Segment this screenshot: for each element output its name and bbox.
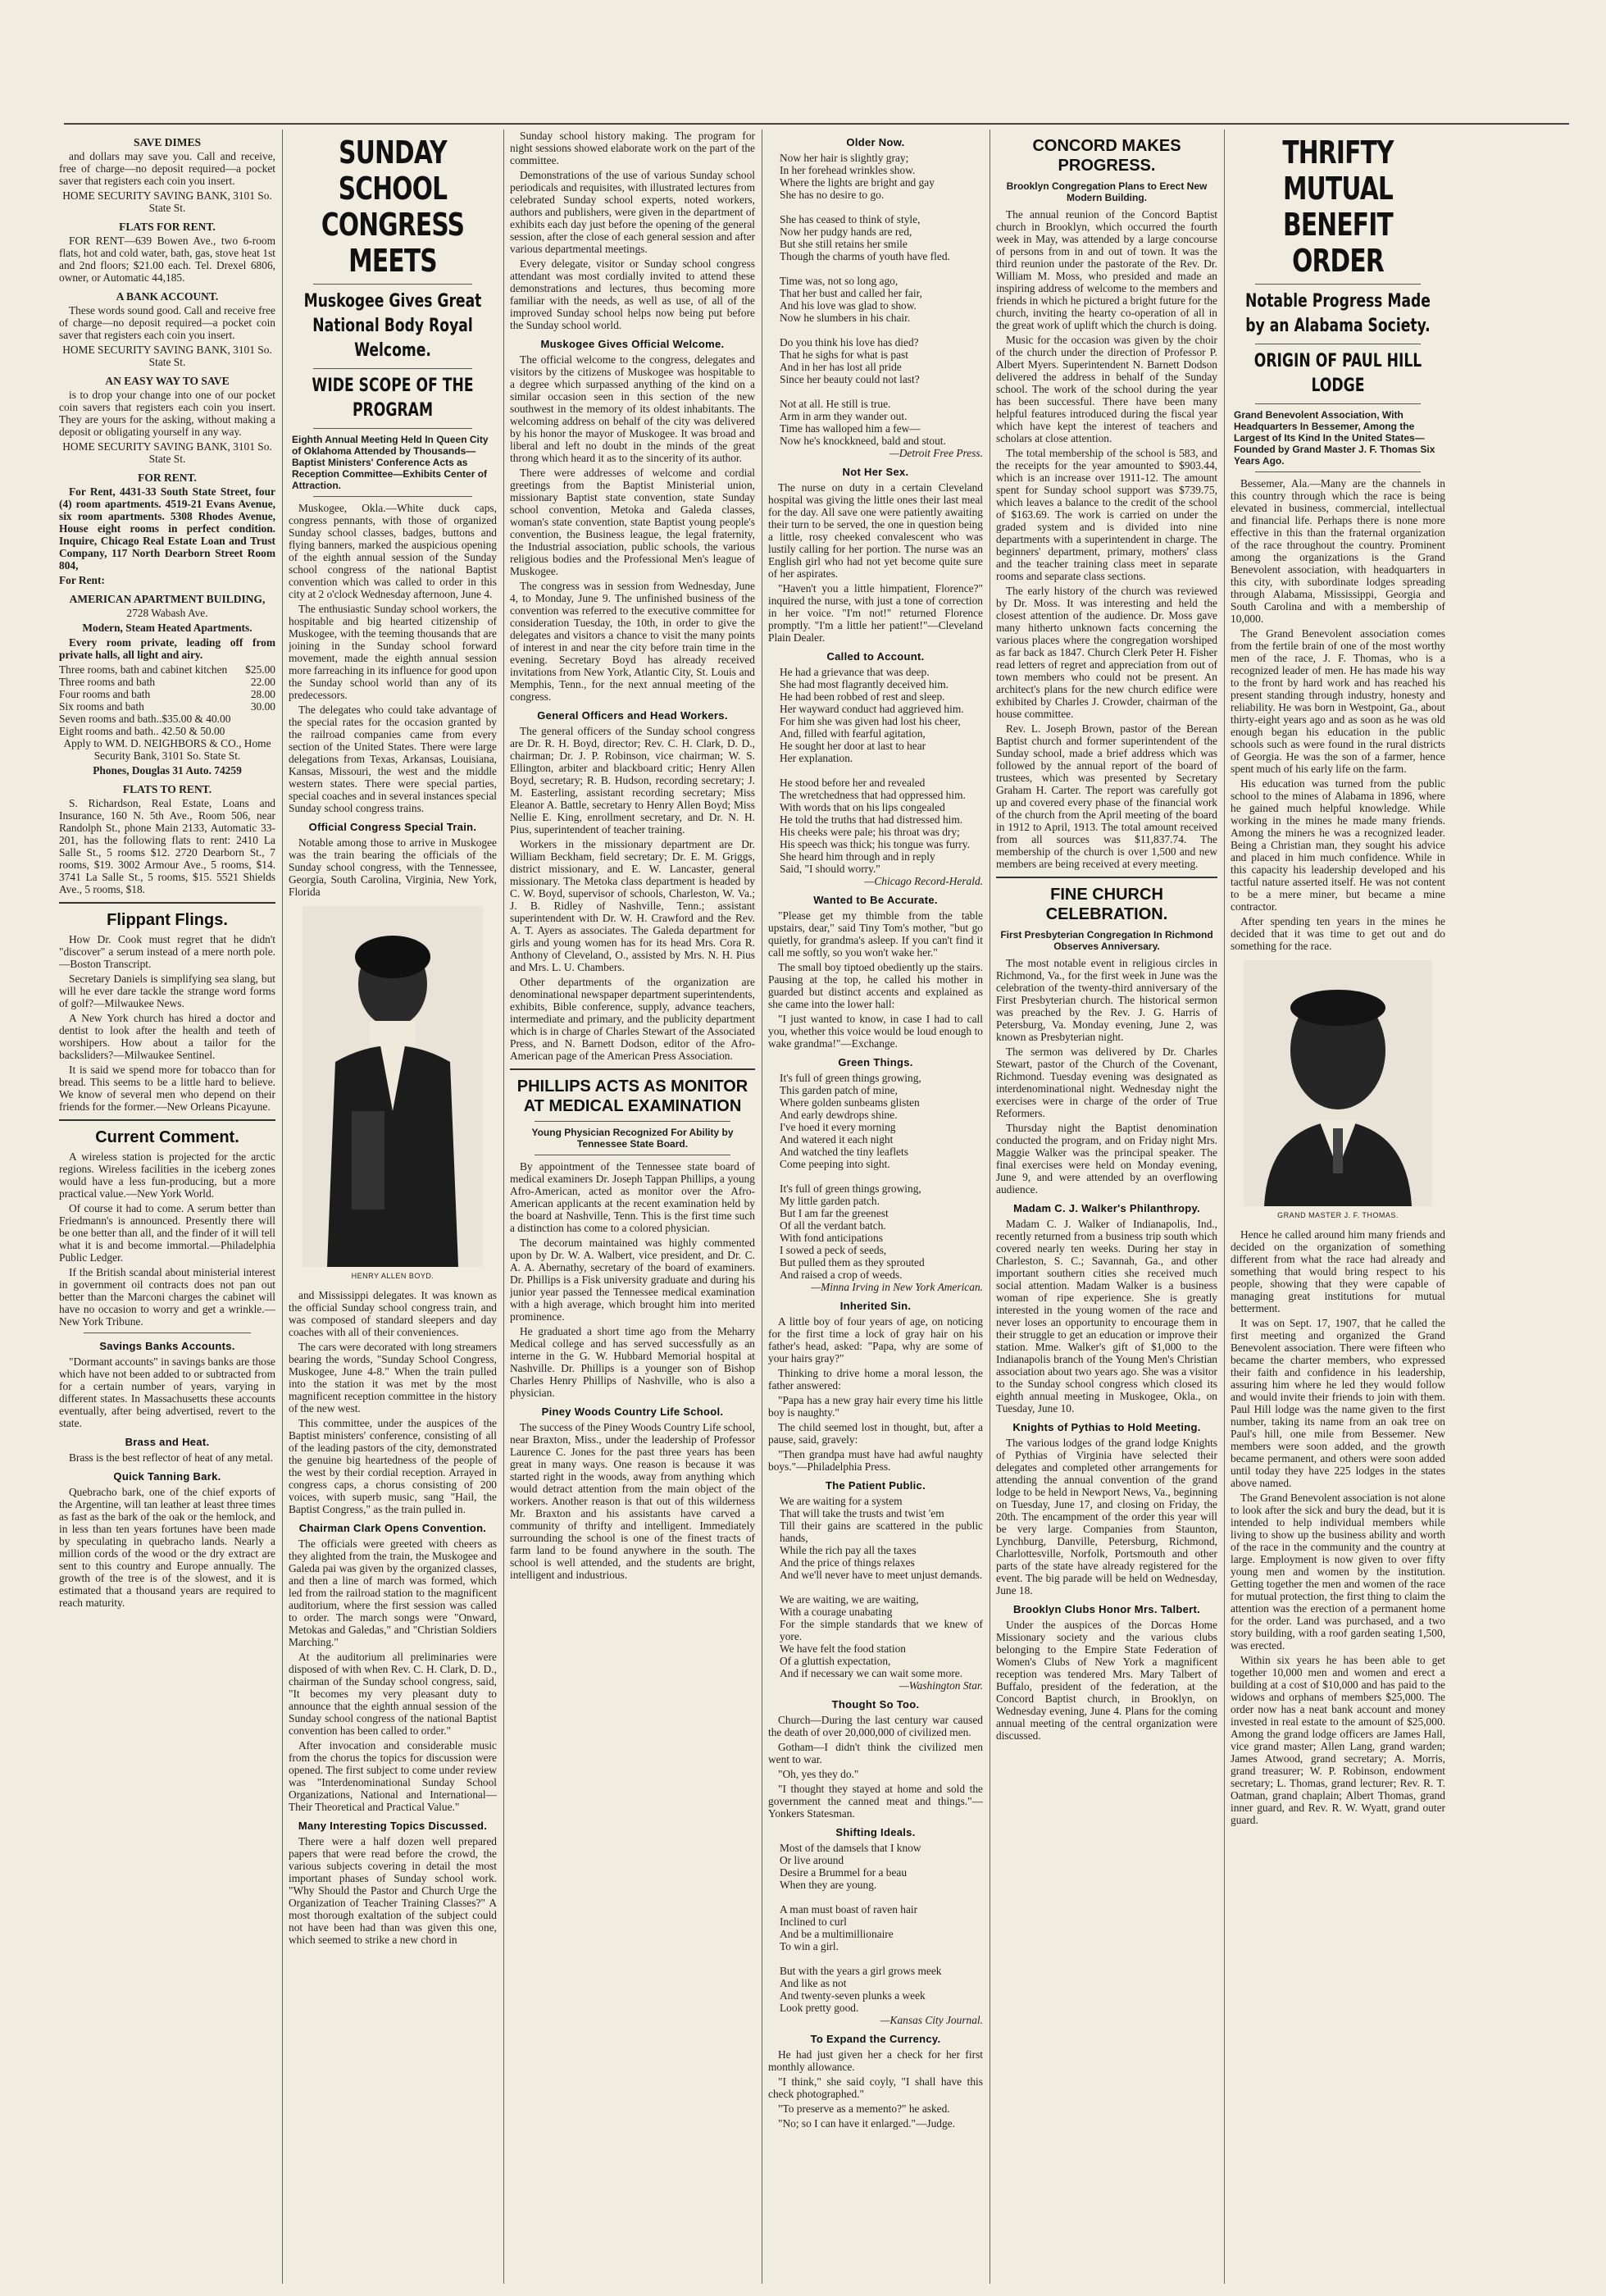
portrait-photo	[1244, 960, 1432, 1206]
poem-line: My little garden patch.	[780, 1195, 880, 1207]
poem-line: I've hoed it every morning	[780, 1121, 896, 1133]
ad-text: For Rent, 4431-33 South State Street, four (4) room apartments. 4519-21 Evans Avenue, six room apartments. 5308 Rhodes Avenue, House eight rooms in perfect condition. Inquire, Chicago Real Estate Loan and Trust Company, 117 North Dearborn Street Room 804,	[59, 485, 275, 572]
poem-line: It's full of green things growing,	[780, 1072, 921, 1084]
poem-line: He stood before her and revealed	[780, 777, 926, 789]
poem-line: Arm in arm they wander out.	[780, 410, 908, 422]
poem-line: Come peeping into sight.	[780, 1158, 890, 1170]
rent-row-label: Eight rooms and bath.. 42.50 & 50.00	[59, 725, 225, 737]
item-heading: Shifting Ideals.	[835, 1826, 916, 1838]
article-headline: FINE CHURCH CELEBRATION.	[1045, 886, 1168, 923]
poem-line: Look pretty good.	[780, 2002, 859, 2014]
poem-line: But with the years a girl grows meek	[780, 1965, 942, 1977]
ad-signature: HOME SECURITY SAVING BANK, 3101 So. State St.	[62, 344, 272, 368]
subheading: Piney Woods Country Life School.	[541, 1405, 724, 1418]
paragraph: "No; so I can have it enlarged."—Judge.	[778, 2117, 955, 2130]
poem-line: His speech was thick; his tongue was furry.	[780, 838, 970, 850]
ad-heading: A BANK ACCOUNT.	[116, 290, 219, 303]
attribution: —Minna Irving in New York American.	[811, 1281, 983, 1293]
item-heading: Thought So Too.	[831, 1698, 920, 1711]
poem-line: This garden patch of mine,	[780, 1084, 898, 1096]
poem-line: Her explanation.	[780, 752, 853, 764]
poem-line: Where golden sunbeams glisten	[780, 1096, 920, 1109]
poem-line: Till their gains are scattered in the public hands,	[780, 1519, 983, 1544]
subheading: Brooklyn Clubs Honor Mrs. Talbert.	[1012, 1603, 1201, 1615]
poem-line: And if necessary we can wait some more.	[780, 1667, 963, 1679]
poem-line: Time was, not so long ago,	[780, 275, 899, 287]
paragraph: Quebracho bark, one of the chief exports of the Argentine, will tan leather at least three times as fast as the bark of the oak or the hemlock, and in less than ten years fortunes have been made by speculating in quebracho lands. Nearly a million cords of the wood or the dry extract are sent to this country and Europe annually. The growth of the tree is of the slowest, and it is estimated that a thousand years are required to reach maturity.	[59, 1486, 275, 1609]
subheading: Madam C. J. Walker's Philanthropy.	[1013, 1202, 1200, 1214]
paragraph: Muskogee, Okla.—White duck caps, congress pennants, with those of organized Sunday school classes, badges, buttons and flying banners, marked the auspicious opening of the eighth annual session of the Sunday school congress of the national Baptist convention which was called to order in this city at 2 o'clock Wednesday afternoon, June 4.	[289, 502, 497, 600]
column-rule	[1224, 130, 1225, 2284]
rent-row	[59, 663, 275, 676]
photo-caption: HENRY ALLEN BOYD.	[351, 1272, 434, 1280]
article-headline: CONCORD MAKES PROGRESS.	[1032, 137, 1181, 175]
paragraph: The decorum maintained was highly commented upon by Dr. W. A. Walbert, vice president, and Dr. C. A. A. Abernathy, secretary of the board of examiners. Dr. Phillips is a Fisk university graduate and during his junior year passed the Tennessee medical examination with a high average, which brought him into merited prominence.	[510, 1237, 755, 1323]
poem-line: She had most flagrantly deceived him.	[780, 678, 949, 690]
paragraph: It is said we spend more for tobacco than for bread. This seems to be a little hard to believe. We know of several men who depend on their friends for the former.—New Orleans Picayune.	[59, 1064, 275, 1113]
poem-line: And raised a crop of weeds.	[780, 1269, 903, 1281]
paragraph: Workers in the missionary department are Dr. William Beckham, field secretary; Dr. E. M. Griggs, district missionary, and E. W. Lancaster, general missionary. The Metoka class department is headed by C. W. Boyd, supervisor of schools, Charleston, W. Va.; J. B. Ridley of Nashville, Tenn.; assistant superintendent with Dr. W. H. Crawford and the Rev. A. T. Ayers as associates. The Galeda department for girls and young women has for its head Mrs. Cora R. Anthony of Cleveland, O., assisted by Mrs. N. H. Pius and Mrs. L. U. Chambers.	[510, 838, 755, 973]
poem-line: And watered it each night	[780, 1133, 894, 1146]
paragraph: The enthusiastic Sunday school workers, the hospitable and big hearted citizenship of Muskogee, with the teeming thousands that are joining in the Sunday school forward movement, made the eighth annual session more farreaching in its influence for good upon the Sunday school world than any of its predecessors.	[289, 603, 497, 701]
poem-line: Or live around	[780, 1854, 844, 1866]
subheading: Chairman Clark Opens Convention.	[298, 1522, 487, 1534]
portrait-figure-icon	[303, 906, 483, 1267]
portrait-photo	[303, 906, 483, 1267]
poem-line: And his love was glad to show.	[780, 299, 917, 312]
poem-line: She heard him through and in reply	[780, 850, 935, 863]
poem-line: Said, "I should worry."	[780, 863, 880, 875]
paragraph: "Haven't you a little himpatient, Florence?" inquired the nurse, with just a tone of correction in her voice. "I'm not!" returned Florence promptly. "I'm a little her patient!"—Cleveland Plain Dealer.	[768, 582, 983, 644]
item-heading: Called to Account.	[826, 650, 925, 663]
paragraph: Church—During the last century war caused the death of over 20,000,000 of civilized men.	[768, 1714, 983, 1738]
column-rule	[503, 130, 504, 2284]
paragraph: He had just given her a check for her first monthly allowance.	[768, 2048, 983, 2073]
paragraph: "I think," she said coyly, "I shall have this check photographed."	[768, 2075, 983, 2100]
rent-row-label: Four rooms and bath	[59, 688, 151, 700]
paragraph: Bessemer, Ala.—Many are the channels in this country through which the race is being elevated in business, commercial, intellectual and financial life. Perhaps there is none more effective in this than the fraternal organization of the race throughout the country. Prominent among the organizations is the Grand Benevolent association, with headquarters in this city, with subordinate lodges spreading through Alabama, Mississippi, Georgia and South Carolina and with a membership of 10,000.	[1231, 477, 1445, 625]
paragraph: How Dr. Cook must regret that he didn't "discover" a serum instead of a mere north pole.—Boston Transcript.	[59, 933, 275, 970]
poem-line: Now he slumbers in his chair.	[780, 312, 911, 324]
poem	[768, 1842, 983, 2014]
paragraph: The annual reunion of the Concord Baptist church in Brooklyn, which occurred the fourth week in May, was attended by a large concourse of persons from in and out of town. It was the third reunion under the pastorate of the Rev. Dr. William M. Moss, who presided and made an inspiring address of welcome to the members and friends in which he pictured a bright future for the church, inviting the hearty co-operation of all in the great work of uplift which the church is doing.	[996, 208, 1217, 331]
ad-phone: Phones, Douglas 31 Auto. 74259	[93, 764, 242, 777]
column-rule	[282, 130, 283, 2284]
top-rule	[64, 123, 1569, 125]
paragraph: A New York church has hired a doctor and dentist to look after the health and teeth of worshipers. How about a tailor for the backsliders?—Milwaukee Sentinel.	[59, 1012, 275, 1061]
headline-rule	[535, 1121, 730, 1122]
poem-line: For the simple standards that we knew of yore.	[780, 1618, 983, 1642]
column-miscellany	[768, 130, 983, 2288]
poem-line	[780, 1891, 983, 1903]
paragraph: The delegates who could take advantage of the special rates for the occasion granted by the railroad companies came from every section of the United States. There were large delegations from Texas, Arkansas, Louisiana, Kansas, Missouri, the west and the middle western states. There were special parties, special coaches and in several instances special Sunday school congress trains.	[289, 704, 497, 814]
paragraph: The small boy tiptoed obediently up the stairs. Pausing at the top, he called his mother in guarded but distinct accents and explained as she came into the lower hall:	[768, 961, 983, 1010]
poem-line: And be a multimillionaire	[780, 1928, 894, 1940]
poem-line: That her bust and called her fair,	[780, 287, 922, 299]
headline-rule	[1255, 284, 1421, 285]
rent-row-price: 30.00	[250, 700, 275, 713]
paragraph: Thursday night the Baptist denomination conducted the program, and on Friday night Mrs. Maggie Walker was the principal speaker. The final exercises were held on Monday evening, June 9, and were attended by an overflowing audience.	[996, 1122, 1217, 1196]
poem-line: Her wayward conduct had aggrieved him.	[780, 703, 964, 715]
paragraph: Notable among those to arrive in Muskogee was the train bearing the officials of the Sunday school congress, with the Tennessee, Georgia, South Carolina, Virginia, New York, Florida	[289, 836, 497, 898]
poem-line: Time has walloped him a few—	[780, 422, 921, 435]
poem-line: She has ceased to think of style,	[780, 213, 921, 226]
paragraph: His education was turned from the public school to the mines of Alabama in 1896, where he gained much helpful knowledge. While working in the mines he made many friends. Among the miners he was a recognized leader. Being a Christian man, they sought his advice and placed in him much confidence. While in this capacity his leadership developed and his tactful nature asserted itself. He was not content to be a mere miner, but became a mine contractor.	[1231, 777, 1445, 913]
ad-text: S. Richardson, Real Estate, Loans and Insurance, 160 N. 5th Ave., Room 506, near Randolph St., phone Main 2133, Automatic 33-201, has the following flats to rent: 2410 La Salle St., 5 rooms $12. 2720 Dearborn St., 7 rooms, $19. 3002 Armour Ave., 5 rooms, $14. 3741 La Salle St., 5 rooms, $15. 5521 Shields Ave., 5 rooms, $18.	[59, 797, 275, 895]
section-rule	[510, 1068, 755, 1070]
poem-line: And we'll never have to meet unjust demands.	[780, 1569, 983, 1581]
rent-row-price: $25.00	[245, 663, 275, 676]
article-deck: Muskogee Gives Great National Body Royal Welcome.	[303, 291, 482, 361]
paragraph: The total membership of the school is 583, and the receipts for the year amounted to $903.44, which is an increase over 1911-12. The amount spent for Sunday school support was $739.75, which leaves a balance to the credit of the school of $163.69. The work is carried on under the graded system and is divided into nine departments with a superintendent in charge. The beginners' department, primary, mothers' class and the teacher training class meet in separate rooms and separate class sections.	[996, 447, 1217, 582]
poem-line: And twenty-seven plunks a week	[780, 1989, 926, 2002]
paragraph: Madam C. J. Walker of Indianapolis, Ind., recently returned from a business trip south which covered nearly ten weeks. During her stay in Charleston, S. C.; Savannah, Ga., and other important southern cities she received much social attention. Madam Walker is a business woman of ripe experience. She is greatly interested in the young women of the race and never loses an opportunity to encourage them in their struggle to get an education or improve their station. Mme. Walker's gift of $1,000 to the Indianapolis branch of the Young Men's Christian association about two years ago. She was a visitor to the Sunday school congress which closed its eighth annual meeting in Muskogee, Okla., on Tuesday, June 10.	[996, 1218, 1217, 1414]
poem-line: But pulled them as they sprouted	[780, 1256, 925, 1269]
poem-line: And the price of things relaxes	[780, 1556, 915, 1569]
paragraph: The official welcome to the congress, delegates and visitors by the citizens of Muskogee was hospitable to a degree which surpassed anything of the kind on a similar occasion seen in this section of the new southwest in the memory of its oldest inhabitants. The welcoming address on behalf of the city was delivered by his honor the mayor of Muskogee. It was broad and liberal and left no doubt in the minds of the great throng which heard it as to the sincerity of its author.	[510, 353, 755, 464]
poem-line: With words that on his lips congealed	[780, 801, 945, 813]
poem-line: The wretchedness that had oppressed him.	[780, 789, 966, 801]
poem-line: We are waiting for a system	[780, 1495, 903, 1507]
column-benefit-order	[1231, 130, 1445, 2288]
article-deck: Notable Progress Made by an Alabama Society.	[1245, 291, 1431, 336]
paragraph: Every delegate, visitor or Sunday school congress attendant was most cordially invited to attend these demonstrations and lectures, thus becoming more familiar with the needs, as well as use, of all of the improved Sunday school helps now being put before the Sunday school world.	[510, 257, 755, 331]
ad-text: is to drop your change into one of our pocket coin savers that registers each coin you insert. They are yours for the asking, without making a deposit or obligating yourself in any way.	[59, 389, 275, 438]
poem-line: But I am far the greenest	[780, 1207, 889, 1219]
paragraph: Sunday school history making. The program for night sessions showed elaborate work on the part of the committee.	[510, 130, 755, 166]
paragraph: The Grand Benevolent association comes from the fertile brain of one of the most worthy men of the race, J. F. Thomas, who is a recognized leader of men. He has made his way to the front by hard work and has reached his present standing through industry, honesty and reliability. He was born in Westpoint, Ga., about thirty-eight years ago and as soon as he was old enough began his education in the public schools such as were found in the rural districts of Georgia. He was the son of a farmer, hence spent much of his early life on the farm.	[1231, 627, 1445, 775]
ad-subheading: Modern, Steam Heated Apartments.	[82, 622, 253, 634]
poem-line: To win a girl.	[780, 1940, 839, 1952]
paragraph: "Papa has a new gray hair every time his little boy is naughty."	[768, 1394, 983, 1419]
paragraph: "Please get my thimble from the table upstairs, dear," said Tiny Tom's mother, "but go quietly, for grandma's asleep. If you can't find it call me softly, so you won't wake her."	[768, 909, 983, 959]
section-heading: Flippant Flings.	[107, 911, 228, 929]
poem-line: Now he's knockkneed, bald and stout.	[780, 435, 946, 447]
rent-row	[59, 676, 275, 688]
paragraph: "To preserve as a memento?" he asked.	[778, 2102, 950, 2115]
paragraph: Within six years he has been able to get together 10,000 men and women and erect a building at a cost of $10,000 and has paid to the widows and orphans of members $25,000. The order now has a neat bank account and money invested in real estate to the amount of $25,000. Among the grand lodge officers are James Hall, vice grand master; Allen Lang, grand warden; James Atwood, grand secretary; A. Morris, grand treasurer; W. P. Robinson, endowment secretary; L. Thomas, grand lecturer; Rev. R. T. Oatman, grand chaplain; Albert Thomas, grand inner guard, and Rev. R. W. Wyatt, grand outer guard.	[1231, 1654, 1445, 1826]
headline-rule	[313, 284, 472, 285]
poem-line: And early dewdrops shine.	[780, 1109, 898, 1121]
paragraph: The cars were decorated with long streamers bearing the words, "Sunday School Congress, Muskogee, June 4-8." When the train pulled into the station it was met by the most magnificent reception committee in the history of the new west.	[289, 1341, 497, 1414]
poem-line: We are waiting, we are waiting,	[780, 1593, 919, 1606]
poem-line: In her forehead wrinkles show.	[780, 164, 916, 176]
item-heading: Wanted to Be Accurate.	[813, 894, 938, 906]
section-rule	[996, 877, 1217, 878]
paragraph: The congress was in session from Wednesday, June 4, to Monday, June 9. The unfinished business of the convention was referred to the executive committee for consideration Tuesday, the 10th, in order to give the delegates and visitors a chance to visit the many points of interest in and near the city before train time in the evening. Secretary Boyd has already received invitations from New York, Atlantic City, St. Louis and Memphis, Tenn., for the next annual meeting of the congress.	[510, 580, 755, 703]
paragraph: Secretary Daniels is simplifying sea slang, but will he ever dare tackle the strange word forms of golf?—Milwaukee News.	[59, 973, 275, 1009]
article-summary: Brooklyn Congregation Plans to Erect New Modern Building.	[1006, 180, 1208, 203]
poem-line: Of all the verdant batch.	[780, 1219, 886, 1232]
rent-row	[59, 713, 275, 725]
paragraph: The officials were greeted with cheers as they alighted from the train, the Muskogee and Galeda pai was given by the organized classes, and then a line of march was formed, which led from the railroad station to the magnificent auditorium, where the first session was called to order. The march songs were "Onward, Metokas and Galedas," and "Christian Soldiers Marching."	[289, 1538, 497, 1648]
paragraph: Music for the occasion was given by the choir of the church under the direction of Professor P. Albert Myers. Superintendent N. Barnett Dodson delivered the address in behalf of the Sunday school. The work of the school during the year has been successful. There have been many helpful features introduced during the fiscal year which have kept the interest of teachers and scholars at close attention.	[996, 334, 1217, 444]
photo-caption: GRAND MASTER J. F. THOMAS.	[1277, 1211, 1399, 1219]
poem-line: He had a grievance that was deep.	[780, 666, 930, 678]
poem-line: His cheeks were pale; his throat was dry;	[780, 826, 960, 838]
ad-heading: AN EASY WAY TO SAVE	[105, 375, 230, 387]
attribution: —Washington Star.	[899, 1679, 983, 1692]
poem-line: Since her beauty could not last?	[780, 373, 920, 385]
poem-line: When they are young.	[780, 1879, 877, 1891]
section-rule	[59, 902, 275, 904]
rent-row	[59, 688, 275, 700]
paragraph: The early history of the church was reviewed by Dr. Moss. It was interesting and held the closest attention of the audience. Dr. Moss gave many hitherto unknown facts concerning the various places where the congregation worshiped as far back as 1847. Church Clerk Peter H. Fisher read letters of regret and appreciation from out of town members who could not be present. An architect's plans for the new church edifice were exhibited by Charles J. Crowder, chairman of the house committee.	[996, 585, 1217, 720]
article-deck: ORIGIN OF PAUL HILL LODGE	[1253, 351, 1422, 396]
poem-line: Now her hair is slightly gray;	[780, 152, 909, 164]
ad-heading: FLATS TO RENT.	[122, 783, 212, 795]
headline-rule	[1255, 403, 1421, 404]
section-heading: Current Comment.	[95, 1128, 239, 1146]
paragraph: Gotham—I didn't think the civilized men went to war.	[768, 1741, 983, 1765]
subheading: General Officers and Head Workers.	[537, 709, 728, 722]
poem-line: Inclined to curl	[780, 1916, 847, 1928]
poem-line: With fond anticipations	[780, 1232, 883, 1244]
poem-line: It's full of green things growing,	[780, 1182, 921, 1195]
poem-line: But she still retains her smile	[780, 238, 908, 250]
poem-line	[780, 1581, 983, 1593]
poem-line: That will take the trusts and twist 'em	[780, 1507, 944, 1519]
poem-line: And like as not	[780, 1977, 847, 1989]
item-heading: Savings Banks Accounts.	[99, 1340, 235, 1352]
ad-signature: HOME SECURITY SAVING BANK, 3101 So. State St.	[62, 440, 272, 465]
ad-address: 2728 Wabash Ave.	[126, 607, 208, 619]
rent-row-label: Three rooms, bath and cabinet kitchen	[59, 663, 228, 676]
article-headline: SUNDAY SCHOOL CONGRESS MEETS	[321, 134, 465, 279]
poem-line: Not at all. He still is true.	[780, 398, 891, 410]
item-heading: To Expand the Currency.	[810, 2033, 941, 2045]
poem-line: That he sighs for what is past	[780, 348, 908, 361]
paragraph: Under the auspices of the Dorcas Home Missionary society and the various clubs belonging to the Empire State Federation of Women's Clubs of New York a magnificent reception was tendered Mrs. Mary Talbert of Buffalo, president of the federation, at the Concord Baptist church, in Brooklyn, on Wednesday evening, June 4. Plans for the coming annual meeting of the central organization were discussed.	[996, 1619, 1217, 1742]
poem	[768, 1072, 983, 1281]
item-heading: Green Things.	[838, 1056, 913, 1068]
poem-line: For him she was given had lost his cheer,	[780, 715, 961, 727]
paragraph: The sermon was delivered by Dr. Charles Stewart, pastor of the Church of the Covenant, Richmond. Tuesday evening was designated as interdenominational night. Wednesday night the exercises were in charge of the order of True Reformers.	[996, 1046, 1217, 1119]
section-rule	[84, 1332, 251, 1333]
ad-intro: For Rent:	[59, 574, 105, 586]
article-summary: Grand Benevolent Association, With Headquarters In Bessemer, Among the Largest of Its Kind In the United States—Founded by Grand Master J. F. Thomas Six Years Ago.	[1234, 409, 1435, 467]
poem-line: Of a gluttish expectation,	[780, 1655, 891, 1667]
poem-line: And watched the tiny leaflets	[780, 1146, 908, 1158]
ad-heading: SAVE DIMES	[134, 136, 201, 148]
item-heading: Older Now.	[846, 136, 905, 148]
paragraph: Brass is the best reflector of heat of any metal.	[69, 1451, 274, 1464]
paragraph: He graduated a short time ago from the Meharry Medical college and has served successfully as an interne in the G. W. Hubbard Memorial hospital at Nashville. Dr. Phillips is a younger son of Bishop Charles Henry Phillips of Nashville, who is also a physician.	[510, 1325, 755, 1399]
paragraph: It was on Sept. 17, 1907, that he called the first meeting and organized the Grand Benevolent association. There were fifteen who became the charter members, who expressed their faith and confidence in his leadership, assuring him where he led they would follow and would invite their friends to join with them. Paul Hill lodge was the name given to the first number, taking its name from an oak tree on Paul's hill, one mile from Bessemer. New members were soon added, and the growth became permanent, and others were soon added until today they have 225 lodges in the states above named.	[1231, 1317, 1445, 1489]
poem-line: Desire a Brummel for a beau	[780, 1866, 908, 1879]
column-church-news	[996, 130, 1217, 2288]
paragraph: The general officers of the Sunday school congress are Dr. R. H. Boyd, director; Rev. C. H. Clark, D. D., chairman; Dr. J. P. Robinson, vice chairman; W. S. Ellington, arbiter and blackboard critic; Henry Allen Boyd, secretary; R. B. Hudson, recording secretary; J. M. Easterling, assistant recording secretary; Miss Eleanor A. Battle, secretary to Henry Allen Boyd; Miss Nellie E. King, enrollment secretary, and Dr. N. H. Pius, superintendent of teacher training.	[510, 725, 755, 836]
item-heading: Quick Tanning Bark.	[113, 1470, 221, 1483]
paragraph: A little boy of four years of age, on noticing for the first time a lock of gray hair on his father's head, asked: "Papa, why are some of your hairs gray?"	[768, 1315, 983, 1364]
item-heading: The Patient Public.	[826, 1479, 926, 1492]
paragraph: If the British scandal about ministerial interest in government oil contracts does not pan out better than the Marconi charges the cabinet will have no occasion to worry and get a wrinkle.—New York Tribune.	[59, 1266, 275, 1328]
rent-price-list	[59, 663, 275, 737]
poem-line: And, filled with fearful agitation,	[780, 727, 926, 740]
headline-rule	[313, 368, 472, 369]
paragraph: "I thought they stayed at home and sold the government the canned meat and things."—Yonkers Statesman.	[768, 1783, 983, 1820]
article-summary: Eighth Annual Meeting Held In Queen City of Oklahoma Attended by Thousands—Baptist Ministers' Conference Acts as Reception Committee—Exhibits Center of Attraction.	[292, 434, 489, 491]
paragraph: "I just wanted to know, in case I had to call you, whether this voice would be loud enough to wake grandma!"—Exchange.	[768, 1013, 983, 1050]
poem-line: Now her pudgy hands are red,	[780, 226, 912, 238]
item-heading: Not Her Sex.	[842, 466, 909, 478]
rent-row-label: Six rooms and bath	[59, 700, 144, 713]
poem-line	[780, 262, 983, 275]
paragraph: After invocation and considerable music from the chorus the topics for discussion were opened. The first subject to come under review was "Interdenominational Sunday School Organizations, National and International—Their Theoretical and Practical Value."	[289, 1739, 497, 1813]
rent-row-label: Seven rooms and bath..$35.00 & 40.00	[59, 713, 231, 725]
column-sunday-school	[289, 130, 497, 2288]
item-heading: Brass and Heat.	[125, 1436, 210, 1448]
rent-row-price: 22.00	[250, 676, 275, 688]
poem-line	[780, 764, 983, 777]
paragraph: The success of the Piney Woods Country Life school, near Braxton, Miss., under the leadership of Professor Laurence C. Jones for the past three years has been great in many ways. One reason is because it was started right in the woods, away from anything which would detract attention from the main object of the workers. Another reason is that out of this wilderness Mr. Braxton and his assistants have carved a community of thrifty and intelligent. Immediately surrounding the school is one of the finest tracts of farm land to be found anywhere in the south. The school is well attended, and the students are bright, intelligent and industrious.	[510, 1421, 755, 1581]
ad-signature: HOME SECURITY SAVING BANK, 3101 So. State St.	[62, 189, 272, 214]
paragraph: At the auditorium all preliminaries were disposed of with when Rev. C. H. Clark, D. D., chairman of the Sunday school congress, said, "It becomes my very pleasant duty to announce that the eighth annual session of the Sunday school congress of the national Baptist convention has been called to order."	[289, 1651, 497, 1737]
subheading: Official Congress Special Train.	[308, 821, 477, 833]
paragraph: Demonstrations of the use of various Sunday school periodicals and requisites, with illustrated lectures from celebrated Sunday school experts, noted workers, authors and publishers, were given in the department of exhibits each day just before the opening of the general session, after the close of each general session and after various departmental meetings.	[510, 169, 755, 255]
paragraph: By appointment of the Tennessee state board of medical examiners Dr. Joseph Tappan Phillips, a young Afro-American, acted as monitor over the Afro-American applicants at the recent examination held by the board at Nashville, Tenn. This is the first time such a distinction has come to a colored physician.	[510, 1160, 755, 1234]
rent-row-label: Three rooms and bath	[59, 676, 156, 688]
poem-line: A man must boast of raven hair	[780, 1903, 918, 1916]
poem-line	[780, 1952, 983, 1965]
paragraph: The most notable event in religious circles in Richmond, Va., for the first week in June was the celebration of the twenty-third anniversary of the First Presbyterian church. The historical sermon was preached by the Rev. J. G. Harris of Petersburg, Va. Monday evening, June 2, was known as Presbyterian night.	[996, 957, 1217, 1043]
poem-line: She has no desire to go.	[780, 189, 885, 201]
ad-heading: FOR RENT.	[138, 472, 197, 484]
poem-line	[780, 201, 983, 213]
column-classifieds	[59, 130, 275, 2288]
poem-line: I sowed a peck of seeds,	[780, 1244, 887, 1256]
article-summary: Young Physician Recognized For Ability by Tennessee State Board.	[531, 1127, 734, 1150]
headline-rule	[313, 428, 472, 429]
paragraph: "Then grandpa must have had awful naughty boys."—Philadelphia Press.	[768, 1448, 983, 1473]
ad-text: and dollars may save you. Call and receive, free of charge—no deposit required—a pocket saver that registers each coin you insert.	[59, 150, 275, 187]
rent-row-price: 28.00	[250, 688, 275, 700]
headline-rule	[313, 496, 472, 497]
item-heading: Inherited Sin.	[839, 1300, 912, 1312]
paragraph: The child seemed lost in thought, but, after a pause, said, gravely:	[768, 1421, 983, 1446]
poem-line: He had been robbed of rest and sleep.	[780, 690, 945, 703]
poem-line	[780, 385, 983, 398]
ad-apply: Apply to WM. D. NEIGHBORS & CO., Home Security Bank, 3101 So. State St.	[63, 737, 271, 762]
rent-row	[59, 725, 275, 737]
paragraph: This committee, under the auspices of the Baptist ministers' conference, consisting of all of the leading pastors of the city, demonstrated the genuine big heartedness of the people of the west by their cordial reception. Arrayed in congress caps, a chorus consisting of 200 voices, with superb music, sang "Hail, the Baptist Congress," as the train pulled in.	[289, 1417, 497, 1515]
poem-line: Most of the damsels that I know	[780, 1842, 921, 1854]
article-headline: THRIFTY MUTUAL BENEFIT ORDER	[1282, 134, 1394, 279]
rent-row	[59, 700, 275, 713]
paragraph: There were a half dozen well prepared papers that were read before the crowd, the various subjects covering in detail the most important phases of Sunday school work. "Why Should the Pastor and Church Urge the Organization of Teacher Training Classes?" A most thorough exaltation of the subject could not have been had than was given this one, which seemed to strike a new chord in	[289, 1835, 497, 1946]
paragraph: Rev. L. Joseph Brown, pastor of the Berean Baptist church and former superintendent of the Sunday school, made a brief address which was followed by the annual report of the board of trustees, which was presented by Secretary Graham H. Carter. The report was carefully got up and covered every phase of the financial work of the church from the April meeting of the board in 1912 to April, 1913. The total amount received from all sources was $11,837.74. The membership of the church is over 1,500 and new members are being received at every meeting.	[996, 722, 1217, 870]
article-headline: PHILLIPS ACTS AS MONITOR AT MEDICAL EXAMINATION	[516, 1077, 748, 1115]
paragraph: The Grand Benevolent association is not alone to look after the sick and bury the dead, but it is intended to help individual members while living to show up the business ability and worth of the race in the community and the country at large. Employment is now given to over fifty young men and women by the institution. Getting together the men and women of the race for mutual protection, the first thing to claim the attention was the erection of a permanent home for the order. Land was purchased, and a two story building, with a roof garden seating 1,500, was erected.	[1231, 1492, 1445, 1651]
paragraph: There were addresses of welcome and cordial greetings from the Baptist Ministerial union, missionary Baptist state convention, state Sunday school convention, Metoka and Galeda classes, woman's state convention, state Baptist young people's convention, the Business league, the legal fraternity, the Industrial association, public schools, the various religious bodies and the Professional Men's league of Muskogee.	[510, 467, 755, 577]
subheading: Knights of Pythias to Hold Meeting.	[1012, 1421, 1201, 1433]
poem-line: He told the truths that had distressed him.	[780, 813, 963, 826]
paragraph: After spending ten years in the mines he decided that it was time to get out and do something for the race.	[1231, 915, 1445, 952]
paragraph: The nurse on duty in a certain Cleveland hospital was giving the little ones their last meal for the day. All save one were patiently awaiting their turn to be served, the one in question being a little, rosy cheeked convalescent who was lustily calling for her portion. The nurse was an English girl who had not yet become quite sure of her aspirates.	[768, 481, 983, 580]
column-sunday-school-continued	[510, 130, 755, 2288]
attribution: —Detroit Free Press.	[889, 447, 983, 459]
paragraph: Thinking to drive home a moral lesson, the father answered:	[768, 1367, 983, 1392]
paragraph: A wireless station is projected for the arctic regions. Wireless facilities in the iceberg zones would have a less fun-producing, but a more practical value.—New York World.	[59, 1150, 275, 1200]
ad-text: FOR RENT—639 Bowen Ave., two 6-room flats, hot and cold water, bath, gas, stove heat 1st and 2nd floors; $21.00 each. Tel. Drexel 6806, owner, or Automatic 44,185.	[59, 235, 275, 284]
poem	[768, 1495, 983, 1679]
attribution: —Kansas City Journal.	[880, 2014, 983, 2026]
ad-heading: AMERICAN APARTMENT BUILDING,	[69, 593, 266, 605]
ad-text: These words sound good. Call and receive free of charge—no deposit required—a pocket coin saver that registers each coin you insert.	[59, 304, 275, 341]
paragraph: "Oh, yes they do."	[778, 1768, 859, 1780]
paragraph: and Mississippi delegates. It was known as the official Sunday school congress train, and was composed of standard sleepers and day coaches with all of their conveniences.	[289, 1289, 497, 1338]
poem-line: Though the charms of youth have fled.	[780, 250, 950, 262]
poem-line	[780, 1170, 983, 1182]
paragraph: The various lodges of the grand lodge Knights of Pythias of Virginia have selected their delegates and completed other arrangements for attending the annual convention of the grand lodge to be held in Newport News, Va., beginning on Tuesday, June 17, and closing on Friday, the 20th. The encampment of the order this year will be very large. Companies from Staunton, Lynchburg, Danville, Petersburg, Richmond, Charlottesville, Norfolk, Portsmouth and other parts of the state have already registered for the event. The big parade will be held on Wednesday, June 18.	[996, 1437, 1217, 1597]
paragraph: Other departments of the organization are denominational newspaper department superintendents, exhibits, Bible conference, supply, advance teachers, intermediate and primary, and the publicity department which is in charge of Charles Stewart of the Associated Press, and N. Barnett Dodson, editor of the Afro-American page of the American Press Association.	[510, 976, 755, 1062]
poem-line: While the rich pay all the taxes	[780, 1544, 917, 1556]
subheading: Many Interesting Topics Discussed.	[298, 1820, 488, 1832]
article-deck: WIDE SCOPE OF THE PROGRAM	[312, 376, 474, 421]
poem-line: With a courage unabating	[780, 1606, 893, 1618]
article-summary: First Presbyterian Congregation In Richmond Observes Anniversary.	[1000, 929, 1213, 952]
paragraph: "Dormant accounts" in savings banks are those which have not been added to or subtracted from for a certain number of years, varying in different states. In Massachusetts these accounts eventually, after being advertised, revert to the state.	[59, 1355, 275, 1429]
poem-line	[780, 324, 983, 336]
poem	[768, 152, 983, 447]
ad-heading: FLATS FOR RENT.	[119, 221, 216, 233]
poem-line: Where the lights are bright and gay	[780, 176, 935, 189]
poem	[768, 666, 983, 875]
section-rule	[59, 1119, 275, 1121]
portrait-figure-icon	[1244, 960, 1432, 1206]
poem-line: He sought her door at last to hear	[780, 740, 926, 752]
subheading: Muskogee Gives Official Welcome.	[540, 338, 725, 350]
attribution: —Chicago Record-Herald.	[864, 875, 983, 887]
paragraph: Of course it had to come. A serum better than Friedmann's is announced. Presently there will be one better than all, and the finder of it will tell what it is and become immortal.—Philadelphia Public Ledger.	[59, 1202, 275, 1264]
ad-text: Every room private, leading off from private halls, all light and airy.	[59, 636, 275, 661]
poem-line: We have felt the food station	[780, 1642, 906, 1655]
poem-line: Do you think his love has died?	[780, 336, 919, 348]
paragraph: Hence he called around him many friends and decided on the organization of something different from what the race had already and something that would bring respect to his people, showing that they were capable of managing great institutions for mutual betterment.	[1231, 1228, 1445, 1314]
poem-line: And in her has lost all pride	[780, 361, 902, 373]
